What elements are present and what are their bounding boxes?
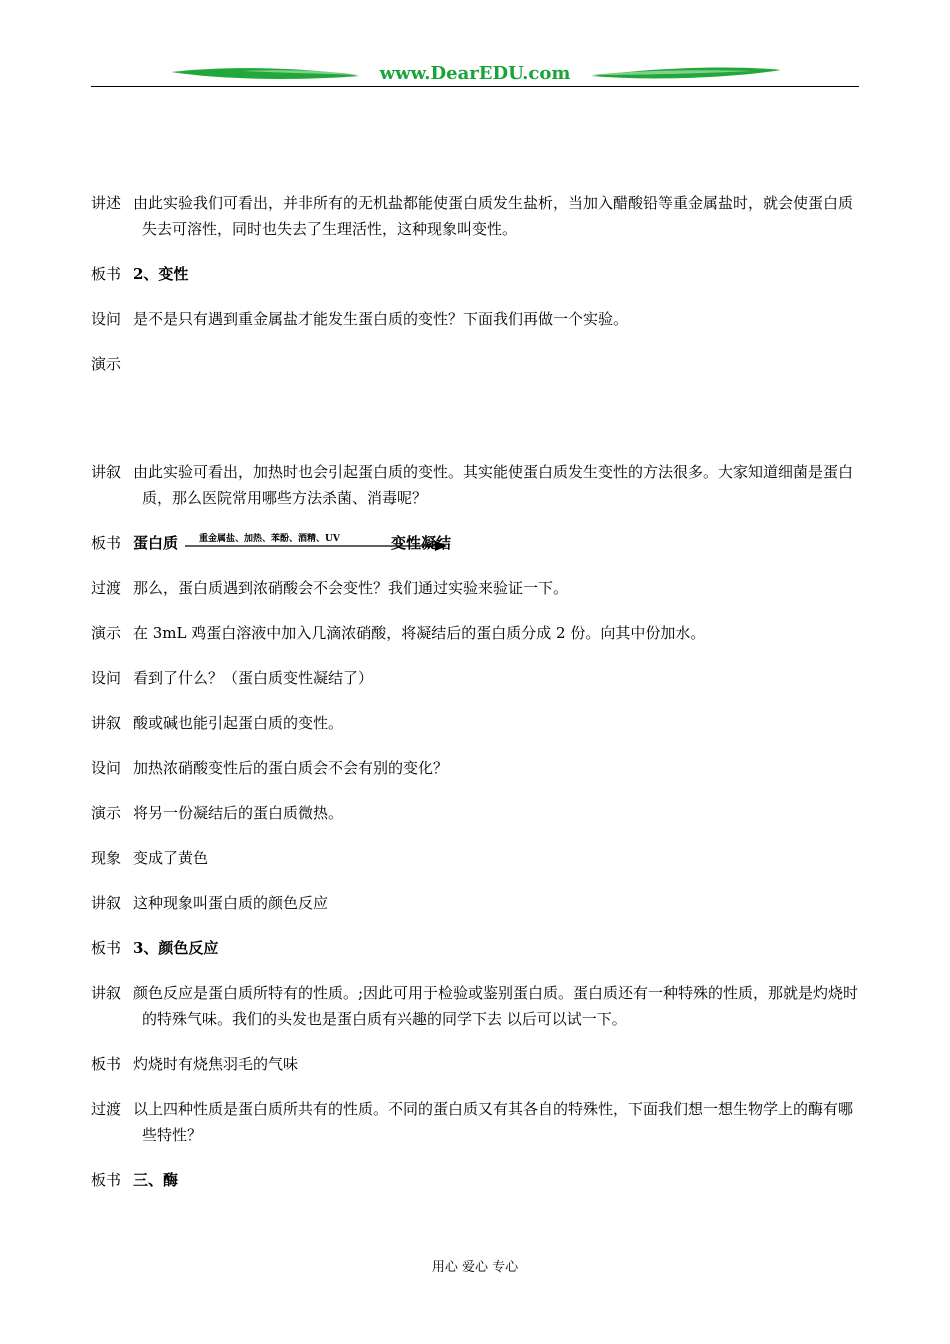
block-heading: 2、变性 <box>133 265 189 283</box>
page-footer: 用心 爱心 专心 <box>431 1260 519 1275</box>
header-rule <box>91 86 859 87</box>
block-label: 演示 <box>91 804 122 822</box>
block-5 <box>91 459 859 511</box>
block-label: 讲叙 <box>91 714 122 732</box>
site-logo-text: www.DearEDU.com <box>379 63 571 84</box>
block-label: 过渡 <box>91 1100 122 1118</box>
block-label: 设问 <box>91 310 122 328</box>
block-heading: 3、颜色反应 <box>133 939 219 957</box>
block-text: 变成了黄色 <box>133 849 209 867</box>
block-11 <box>91 755 859 781</box>
block-label: 演示 <box>91 355 122 373</box>
block-label: 现象 <box>91 849 122 867</box>
block-1 <box>91 190 859 242</box>
block-label: 过渡 <box>91 579 122 597</box>
block-text: 颜色反应是蛋白质所特有的性质。;因此可用于检验或鉴别蛋白质。蛋白质还有一种特殊的性质，那就是灼烧时的特殊气味。我们的头发也是蛋白质有兴趣的同学下去 以后可以试一下。 <box>133 984 859 1028</box>
block-19 <box>91 1167 859 1193</box>
block-label: 板书 <box>91 265 122 283</box>
block-label: 讲述 <box>91 194 122 212</box>
block-label: 讲叙 <box>91 984 122 1002</box>
protein-term: 蛋白质 <box>133 534 179 552</box>
block-heading: 三、酶 <box>133 1171 179 1189</box>
block-15 <box>91 935 859 961</box>
block-8 <box>91 620 859 646</box>
block-16 <box>91 980 859 1032</box>
block-18 <box>91 1096 859 1148</box>
lesson-content <box>91 190 859 1193</box>
block-label: 板书 <box>91 1055 122 1073</box>
block-label: 板书 <box>91 534 122 552</box>
block-13 <box>91 845 859 871</box>
block-text: 以上四种性质是蛋白质所共有的性质。不同的蛋白质又有其各自的特殊性，下面我们想一想生物学上的酶有哪些特性？ <box>133 1100 854 1144</box>
page-header <box>91 62 859 90</box>
block-label: 板书 <box>91 1171 122 1189</box>
denaturing-conditions: 重金属盐、加热、苯酚、酒精、UV <box>199 534 340 544</box>
block-label: 演示 <box>91 624 122 642</box>
denaturation-result: 变性凝结 <box>391 534 452 552</box>
block-text: 那么，蛋白质遇到浓硝酸会不会变性？我们通过实验来验证一下。 <box>133 579 569 597</box>
block-2 <box>91 261 859 287</box>
block-10 <box>91 710 859 736</box>
block-17 <box>91 1051 859 1077</box>
block-label: 设问 <box>91 759 122 777</box>
block-label: 讲叙 <box>91 894 122 912</box>
block-12 <box>91 800 859 826</box>
block-label: 板书 <box>91 939 122 957</box>
block-text: 看到了什么？（蛋白质变性凝结了） <box>133 669 374 687</box>
block-3 <box>91 306 859 332</box>
block-text: 酸或碱也能引起蛋白质的变性。 <box>133 714 344 732</box>
block-label: 讲叙 <box>91 463 122 481</box>
block-text: 加热浓硝酸变性后的蛋白质会不会有别的变化？ <box>133 759 449 777</box>
block-text: 将另一份凝结后的蛋白质微热。 <box>133 804 344 822</box>
block-7 <box>91 575 859 601</box>
block-text: 灼烧时有烧焦羽毛的气味 <box>133 1055 299 1073</box>
block-label: 设问 <box>91 669 122 687</box>
block-text: 在 3mL 鸡蛋白溶液中加入几滴浓硝酸，将凝结后的蛋白质分成 2 份。向其中份加水。 <box>133 624 706 642</box>
block-text: 是不是只有遇到重金属盐才能发生蛋白质的变性？下面我们再做一个实验。 <box>133 310 629 328</box>
block-text: 由此实验我们可看出，并非所有的无机盐都能使蛋白质发生盐析，当加入醋酸铅等重金属盐时，就会使蛋白质失去可溶性，同时也失去了生理活性，这种现象叫变性。 <box>133 194 854 238</box>
block-text: 由此实验可看出，加热时也会引起蛋白质的变性。其实能使蛋白质发生变性的方法很多。大家知道细菌是蛋白质，那么医院常用哪些方法杀菌、消毒呢？ <box>133 463 854 507</box>
block-9 <box>91 665 859 691</box>
block-text: 这种现象叫蛋白质的颜色反应 <box>133 894 329 912</box>
denaturation-equation <box>91 530 859 556</box>
block-14 <box>91 890 859 916</box>
